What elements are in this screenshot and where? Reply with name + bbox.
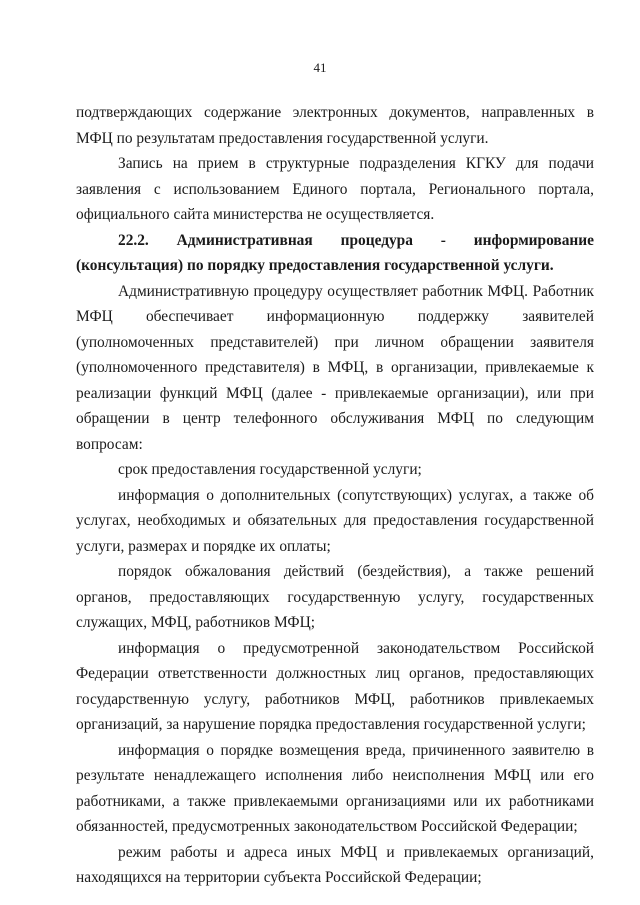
- list-item-additional-services: информация о дополнительных (сопутствующих) услугах, а также об услугах, необходимых и обязательных для предоставления государственной услуги, размерах и порядке их оплаты;: [76, 486, 594, 555]
- list-item-working-hours: режим работы и адреса иных МФЦ и привлекаемых организаций, находящихся на территории субъекта Российской Федерации;: [76, 843, 594, 886]
- page-number: 41: [313, 60, 327, 75]
- document-body: [76, 100, 594, 891]
- list-item-service-term: срок предоставления государственной услуги;: [118, 461, 422, 478]
- list-item-responsibility: информация о предусмотренной законодательством Российской Федерации ответственности должностных лиц органов, предоставляющих государственную услугу, работников МФЦ, работников привлекаемых организаций, за нарушение порядка предоставления государственной услуги;: [76, 639, 594, 733]
- section-heading-22-2: 22.2. Административная процедура - информирование (консультация) по порядку предоставления государственной услуги.: [76, 231, 594, 274]
- paragraph-continuation: подтверждающих содержание электронных документов, направленных в МФЦ по результатам предоставления государственной услуги.: [76, 104, 594, 147]
- paragraph-appointment: Запись на прием в структурные подразделения КГКУ для подачи заявления с использованием Единого портала, Регионального портала, официального сайта министерства не осуществляется.: [76, 155, 594, 223]
- list-item-damage-compensation: информация о порядке возмещения вреда, причиненного заявителю в результате ненадлежащего исполнения либо неисполнения МФЦ или его работниками, а также привлекаемыми организациями или их работниками обязанностей, предусмотренных законодательством Российской Федерации;: [76, 741, 594, 835]
- list-item-appeal-procedure: порядок обжалования действий (бездействия), а также решений органов, предоставляющих государственную услугу, государственных служащих, МФЦ, работников МФЦ;: [76, 563, 594, 631]
- paragraph-procedure: Административную процедуру осуществляет работник МФЦ. Работник МФЦ обеспечивает информационную поддержку заявителей (уполномоченных представителей) при личном обращении заявителя (уполномоченного представителя) в МФЦ, в организации, привлекаемые к реализации функций МФЦ (далее - привлекаемые организации), или при обращении в центр телефонного обслуживания МФЦ по следующим вопросам:: [76, 282, 594, 453]
